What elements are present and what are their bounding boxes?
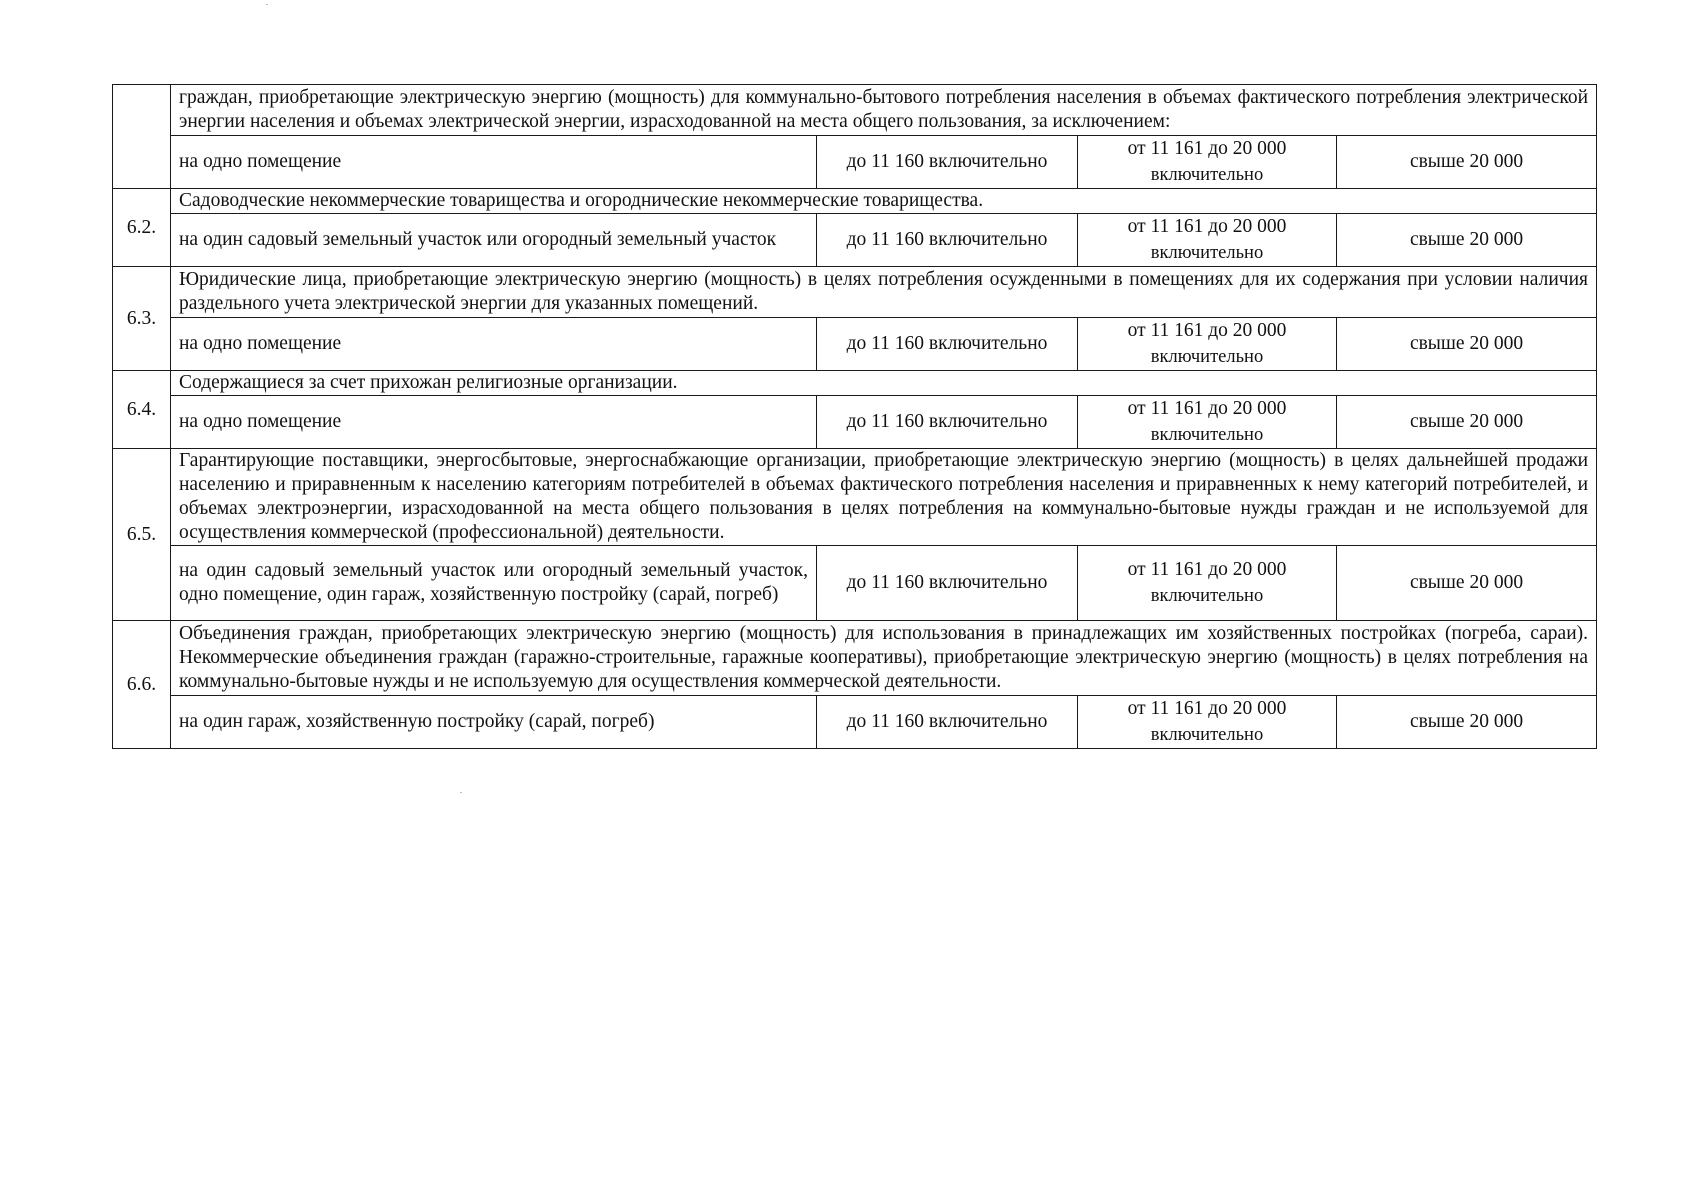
range-mid-line2: включительно bbox=[1150, 425, 1264, 445]
category-heading: Объединения граждан, приобретающих электрическую энергию (мощность) для использования в принадлежащих им хозяйственных постройках (погреба, сараи). Некоммерческие объединения граждан (гаражно-строительные, гаражные кооперативы), приобретающие электрическую энергию (мощность) в целях потребления на коммунально-бытовые нужды и не используемую для осуществления коммерческой деятельности. bbox=[171, 621, 1597, 696]
category-heading: граждан, приобретающие электрическую энергию (мощность) для коммунально-бытового потребления населения в объемах фактического потребления электрической энергии населения и объемах электрической энергии, израсходованной на места общего пользования, за исключением: bbox=[171, 85, 1597, 136]
range-mid-line1: от 11 161 до 20 000 bbox=[1127, 698, 1287, 719]
table-row bbox=[113, 214, 1597, 267]
range-mid-line1: от 11 161 до 20 000 bbox=[1127, 559, 1287, 580]
table-row bbox=[113, 136, 1597, 189]
range-high: свыше 20 000 bbox=[1337, 136, 1597, 189]
range-mid-line2: включительно bbox=[1150, 347, 1264, 367]
table-row bbox=[113, 189, 1597, 214]
table-row bbox=[113, 696, 1597, 749]
range-mid-line2: включительно bbox=[1150, 165, 1264, 185]
row-number: 6.3. bbox=[113, 267, 171, 371]
range-low: до 11 160 включительно bbox=[817, 214, 1078, 267]
range-high: свыше 20 000 bbox=[1337, 696, 1597, 749]
unit-description: на один садовый земельный участок или огородный земельный участок bbox=[171, 214, 817, 267]
unit-description: на одно помещение bbox=[171, 318, 817, 371]
range-low: до 11 160 включительно bbox=[817, 396, 1078, 449]
range-high: свыше 20 000 bbox=[1337, 396, 1597, 449]
range-mid-line1: от 11 161 до 20 000 bbox=[1127, 320, 1287, 341]
scan-speck bbox=[460, 792, 462, 793]
range-mid bbox=[1078, 214, 1337, 267]
table-row bbox=[113, 318, 1597, 371]
row-number: 6.4. bbox=[113, 371, 171, 449]
category-heading: Юридические лица, приобретающие электрическую энергию (мощность) в целях потребления осужденными в помещениях для их содержания при условии наличия раздельного учета электрической энергии для указанных помещений. bbox=[171, 267, 1597, 318]
range-high: свыше 20 000 bbox=[1337, 214, 1597, 267]
table-row bbox=[113, 371, 1597, 396]
range-low: до 11 160 включительно bbox=[817, 136, 1078, 189]
range-mid-line2: включительно bbox=[1150, 725, 1264, 745]
range-mid-line1: от 11 161 до 20 000 bbox=[1127, 138, 1287, 159]
table-row bbox=[113, 85, 1597, 136]
table-row bbox=[113, 546, 1597, 621]
range-mid bbox=[1078, 318, 1337, 371]
table-row bbox=[113, 396, 1597, 449]
tariff-table bbox=[112, 84, 1597, 749]
unit-description: на один гараж, хозяйственную постройку (сарай, погреб) bbox=[171, 696, 817, 749]
range-mid-line2: включительно bbox=[1150, 243, 1264, 263]
category-heading: Гарантирующие поставщики, энергосбытовые, энергоснабжающие организации, приобретающие электрическую энергию (мощность) в целях дальнейшей продажи населению и приравненным к населению категориям потребителей в объемах фактического потребления населения и приравненных к нему категорий потребителей, и объемах электроэнергии, израсходованной на места общего пользования в целях потребления на коммунально-бытовые нужды граждан и не используемой для осуществления коммерческой (профессиональной) деятельности. bbox=[171, 449, 1597, 546]
table-row bbox=[113, 621, 1597, 696]
range-mid-line1: от 11 161 до 20 000 bbox=[1127, 398, 1287, 419]
range-mid bbox=[1078, 546, 1337, 621]
row-number: 6.2. bbox=[113, 189, 171, 267]
range-high: свыше 20 000 bbox=[1337, 546, 1597, 621]
range-low: до 11 160 включительно bbox=[817, 546, 1078, 621]
range-mid-line2: включительно bbox=[1150, 586, 1264, 606]
row-number: 6.6. bbox=[113, 621, 171, 749]
row-number: 6.5. bbox=[113, 449, 171, 621]
range-low: до 11 160 включительно bbox=[817, 318, 1078, 371]
range-mid-line1: от 11 161 до 20 000 bbox=[1127, 216, 1287, 237]
range-mid bbox=[1078, 396, 1337, 449]
category-heading: Садоводческие некоммерческие товарищества и огороднические некоммерческие товарищества. bbox=[171, 189, 1597, 214]
category-heading: Содержащиеся за счет прихожан религиозные организации. bbox=[171, 371, 1597, 396]
range-mid bbox=[1078, 696, 1337, 749]
scan-speck bbox=[266, 4, 268, 5]
range-low: до 11 160 включительно bbox=[817, 696, 1078, 749]
unit-description: на одно помещение bbox=[171, 396, 817, 449]
table-row bbox=[113, 449, 1597, 546]
range-mid bbox=[1078, 136, 1337, 189]
unit-description: на один садовый земельный участок или огородный земельный участок, одно помещение, один гараж, хозяйственную постройку (сарай, погреб) bbox=[171, 546, 817, 621]
table-row bbox=[113, 267, 1597, 318]
unit-description: на одно помещение bbox=[171, 136, 817, 189]
range-high: свыше 20 000 bbox=[1337, 318, 1597, 371]
row-number-cell bbox=[113, 85, 171, 189]
